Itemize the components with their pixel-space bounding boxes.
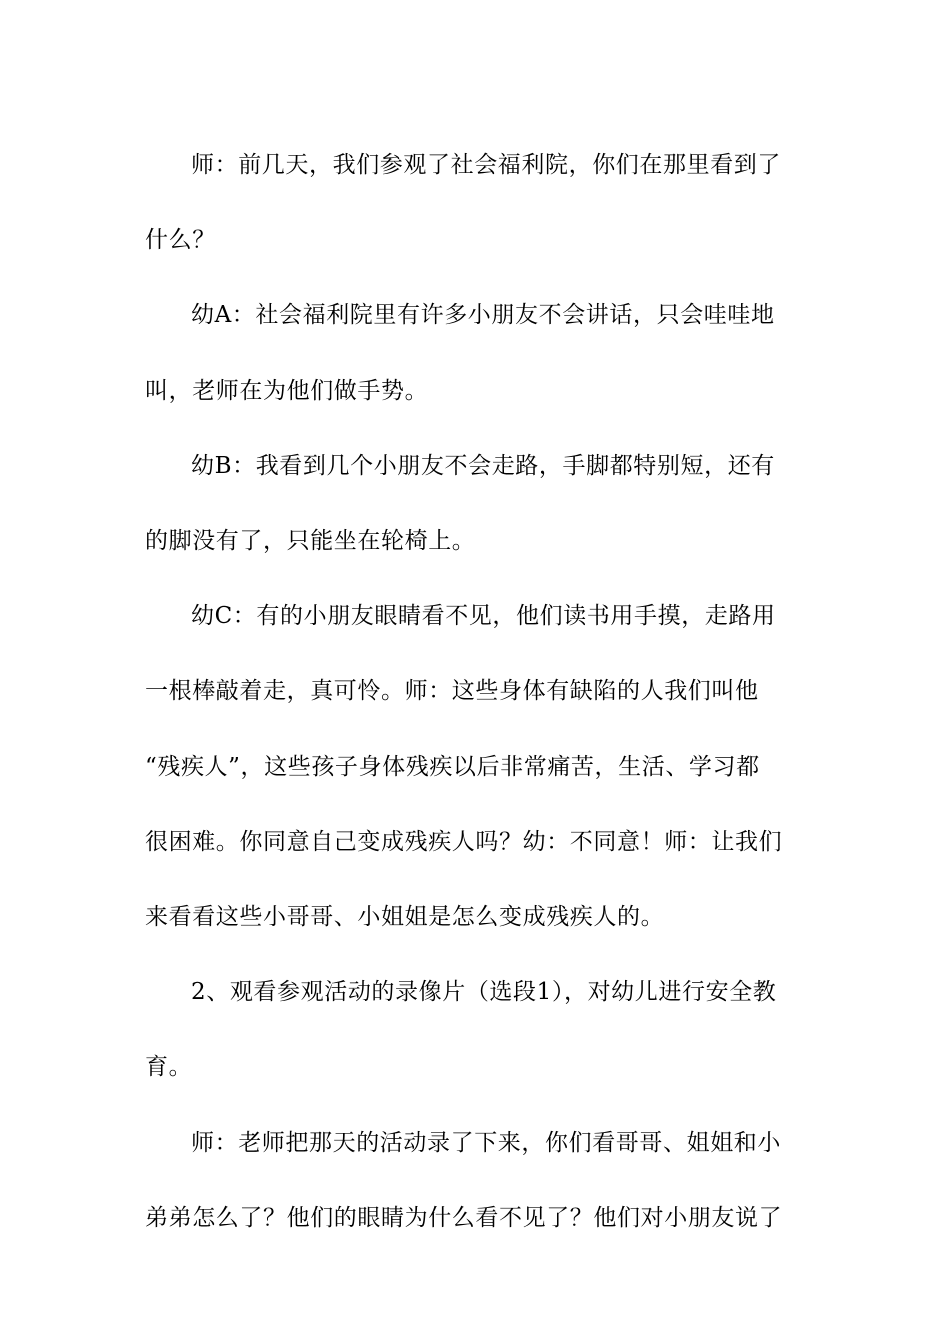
paragraph-line: 师：老师把那天的活动录了下来，你们看哥哥、姐姐和小 xyxy=(191,1129,781,1156)
paragraph-line: 一根棒敲着走，真可怜。师：这些身体有缺陷的人我们叫他 xyxy=(145,678,759,705)
paragraph-section-2 xyxy=(145,955,805,1105)
paragraph-line: 2、观看参观活动的录像片（选段1），对幼儿进行安全教 xyxy=(191,979,777,1006)
paragraph-line: 来看看这些小哥哥、小姐姐是怎么变成残疾人的。 xyxy=(145,904,665,931)
document-body xyxy=(145,128,805,1256)
paragraph-line: 幼A：社会福利院里有许多小朋友不会讲话，只会哇哇地 xyxy=(191,302,775,329)
paragraph-line: 什么？ xyxy=(145,227,216,254)
paragraph-line: 师：前几天，我们参观了社会福利院，你们在那里看到了 xyxy=(191,152,781,178)
paragraph-line: 弟弟怎么了？他们的眼睛为什么看不见了？他们对小朋友说了 xyxy=(145,1204,783,1231)
paragraph-line: 的脚没有了，只能坐在轮椅上。 xyxy=(145,528,476,555)
paragraph-line: “残疾人”，这些孩子身体残疾以后非常痛苦，生活、学习都 xyxy=(145,753,760,780)
paragraph-line: 育。 xyxy=(145,1054,193,1081)
paragraph-line: 幼B：我看到几个小朋友不会走路，手脚都特别短，还有 xyxy=(191,452,775,479)
paragraph-line: 叫，老师在为他们做手势。 xyxy=(145,377,429,404)
paragraph-child-a xyxy=(145,278,805,428)
paragraph-line: 很困难。你同意自己变成残疾人吗？幼：不同意！师：让我们 xyxy=(145,828,783,855)
paragraph-teacher-video xyxy=(145,1106,805,1256)
paragraph-line: 幼C：有的小朋友眼睛看不见，他们读书用手摸，走路用 xyxy=(191,603,776,630)
paragraph-child-b xyxy=(145,429,805,579)
paragraph-child-c xyxy=(145,579,805,955)
paragraph-teacher-question xyxy=(145,128,805,278)
